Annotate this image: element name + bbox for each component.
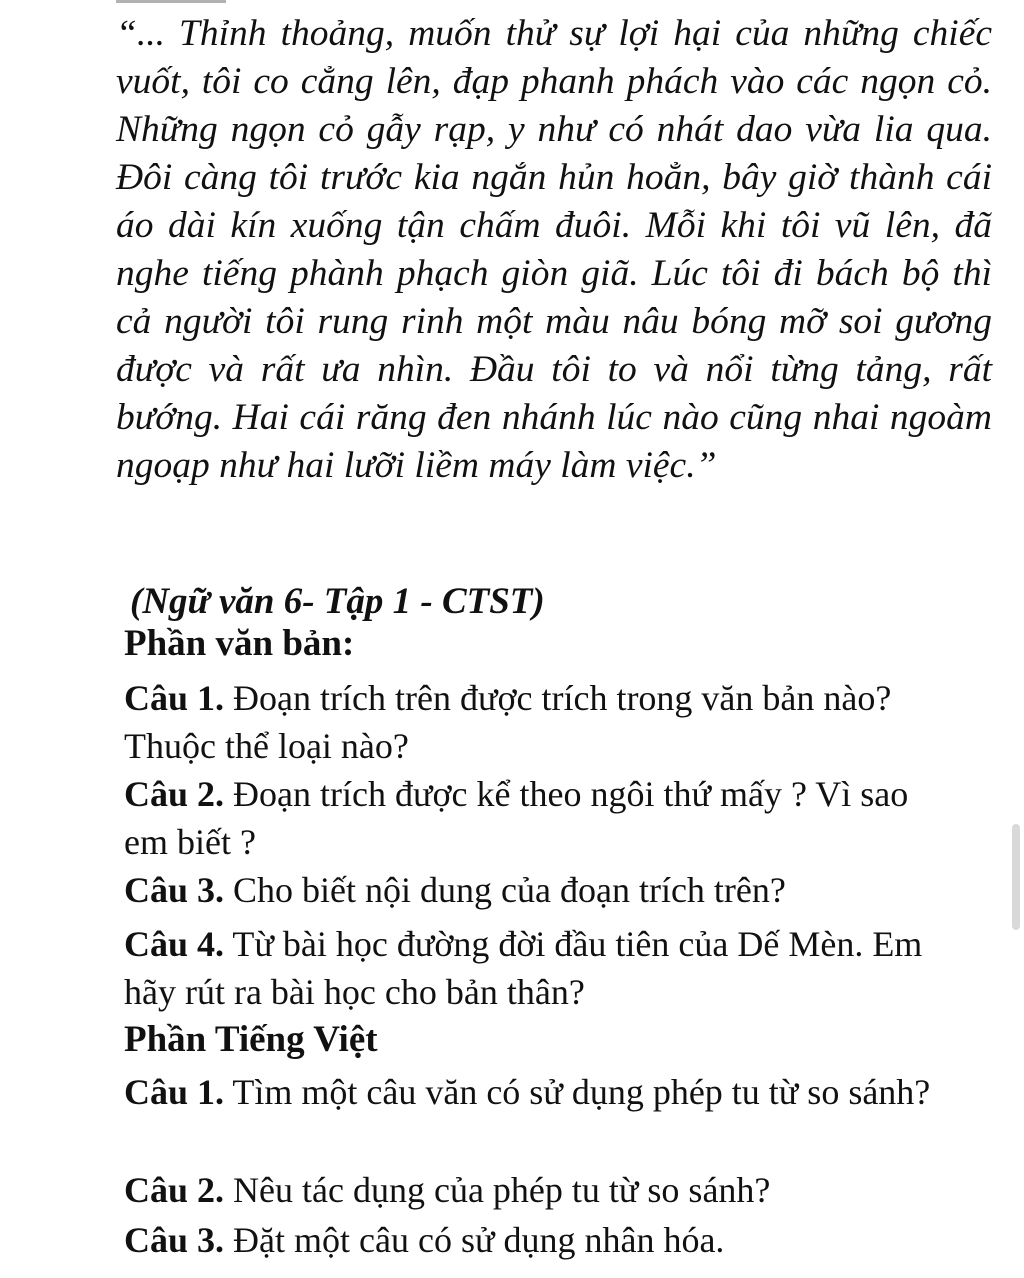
vietnamese-question-3	[124, 1216, 954, 1264]
vietnamese-question-1	[124, 1068, 954, 1116]
question-label: Câu 4.	[124, 924, 225, 964]
question-text: Đoạn trích được kể theo ngôi thứ mấy ? Vì sao em biết ?	[124, 774, 909, 862]
text-question-4	[124, 920, 954, 1016]
question-label: Câu 1.	[124, 1072, 225, 1112]
question-text: Cho biết nội dung của đoạn trích trên?	[224, 870, 786, 910]
text-question-2	[124, 770, 954, 866]
question-label: Câu 1.	[124, 678, 225, 718]
scrollbar-thumb[interactable]	[1012, 824, 1020, 930]
text-question-3	[124, 866, 954, 914]
question-label: Câu 2.	[124, 774, 225, 814]
question-text: Đoạn trích trên được trích trong văn bản nào? Thuộc thể loại nào?	[124, 678, 892, 766]
excerpt-passage: “... Thỉnh thoảng, muốn thử sự lợi hại của những chiếc vuốt, tôi co cẳng lên, đạp phanh phách vào các ngọn cỏ. Những ngọn cỏ gẫy rạp, y như có nhát dao vừa lia qua. Đôi càng tôi trước kia ngắn hủn hoẳn, bây giờ thành cái áo dài kín xuống tận chấm đuôi. Mỗi khi tôi vũ lên, đã nghe tiếng phành phạch giòn giã. Lúc tôi đi bách bộ thì cả người tôi rung rinh một màu nâu bóng mỡ soi gương được và rất ưa nhìn. Đầu tôi to và nổi từng tảng, rất bướng. Hai cái răng đen nhánh lúc nào cũng nhai ngoàm ngoạp như hai lưỡi liềm máy làm việc.”	[116, 13, 992, 486]
section-title-vietnamese: Phần Tiếng Việt	[124, 1019, 378, 1060]
question-label: Câu 2.	[124, 1170, 225, 1210]
question-label: Câu 3.	[124, 870, 225, 910]
question-text: Từ bài học đường đời đầu tiên của Dế Mèn. Em hãy rút ra bài học cho bản thân?	[124, 924, 923, 1012]
question-text: Nêu tác dụng của phép tu từ so sánh?	[224, 1170, 771, 1210]
section-title-text: Phần văn bản:	[124, 623, 355, 664]
source-citation: (Ngữ văn 6- Tập 1 - CTST)	[130, 581, 545, 622]
question-label: Câu 3.	[124, 1220, 225, 1260]
question-text: Tìm một câu văn có sử dụng phép tu từ so sánh?	[224, 1072, 931, 1112]
text-question-1	[124, 674, 954, 770]
question-text: Đặt một câu có sử dụng nhân hóa.	[224, 1220, 725, 1260]
top-edge-artifact	[116, 0, 226, 3]
vietnamese-question-2	[124, 1166, 954, 1214]
